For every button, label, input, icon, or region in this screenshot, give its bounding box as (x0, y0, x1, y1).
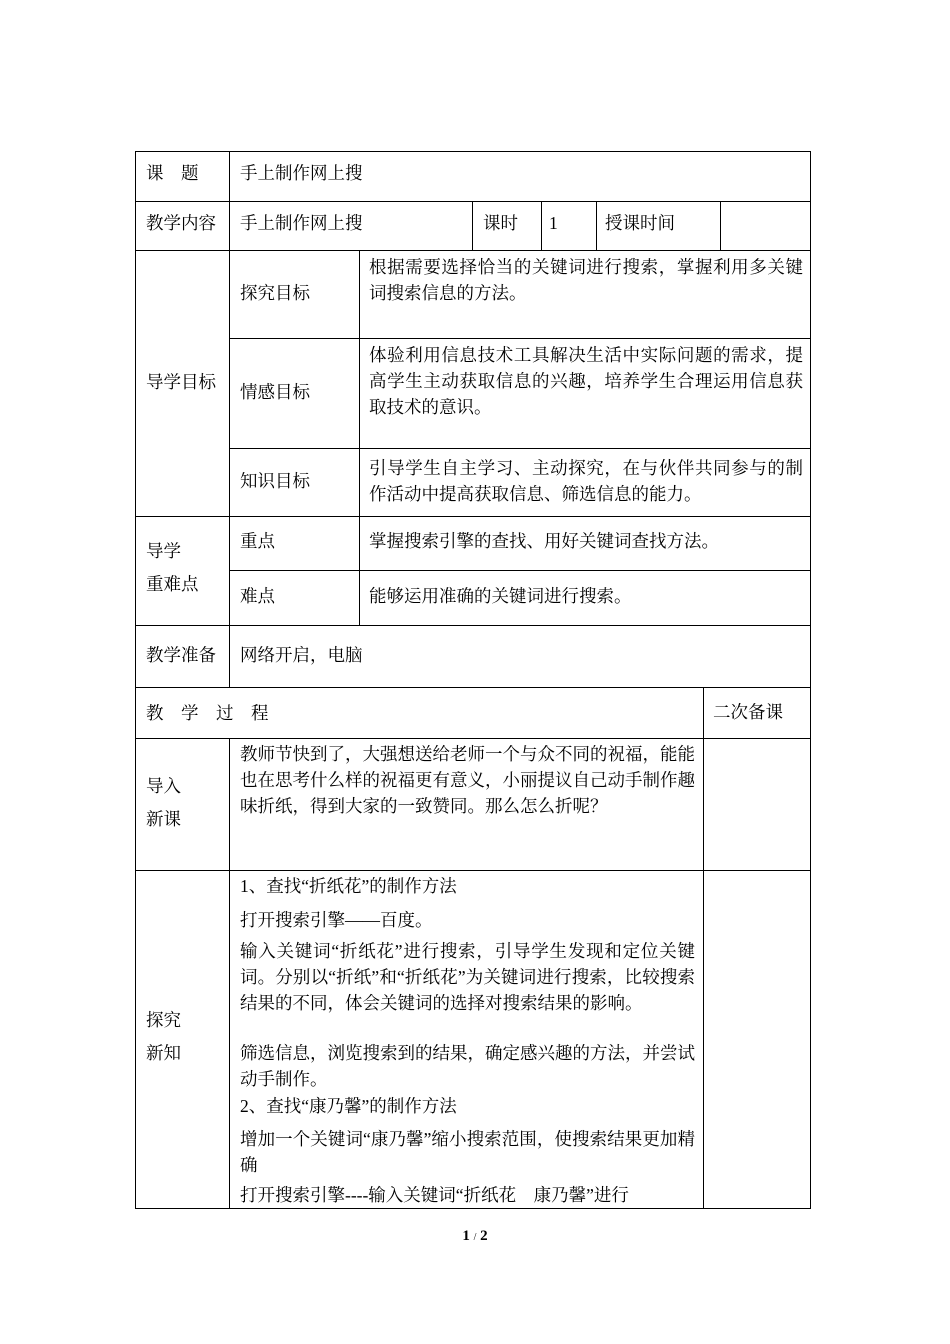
page-current: 1 (462, 1228, 470, 1244)
page-separator: / (473, 1232, 477, 1243)
table-border-right (810, 151, 811, 1209)
row-divider (135, 516, 811, 517)
hard-point-label: 难点 (240, 586, 275, 606)
intro-label-line1: 导入 (146, 776, 181, 796)
row-divider (229, 338, 811, 339)
secondary-prep-label: 二次备课 (713, 702, 783, 722)
topic-label: 课 题 (146, 163, 199, 183)
process-header-label: 教 学 过 程 (146, 703, 269, 723)
key-point-label: 重点 (240, 531, 275, 551)
col-divider (703, 687, 704, 1209)
row-divider (135, 201, 811, 202)
page-number (0, 1228, 950, 1245)
explore-paragraph: 2、查找“康乃馨”的制作方法 (240, 1096, 457, 1116)
period-label: 课时 (483, 213, 518, 233)
content-value: 手上制作网上搜 (240, 213, 363, 233)
explore-label-line1: 探究 (146, 1010, 181, 1030)
col-divider (541, 201, 542, 251)
goal-text-emotion: 体验利用信息技术工具解决生活中实际问题的需求，提高学生主动获取信息的兴趣，培养学生合理运用信息获取技术的意识。 (369, 345, 803, 417)
table-border-left (135, 151, 136, 1209)
prep-value: 网络开启，电脑 (240, 645, 363, 665)
hard-point-text: 能够运用准确的关键词进行搜索。 (369, 586, 632, 606)
col-divider (229, 151, 230, 688)
period-value: 1 (549, 213, 558, 233)
explore-paragraph: 增加一个关键词“康乃馨”缩小搜索范围，使搜索结果更加精确 (240, 1129, 695, 1175)
goal-text-explore: 根据需要选择恰当的关键词进行搜索，掌握利用多关键词搜索信息的方法。 (369, 257, 803, 303)
explore-paragraph: 打开搜索引擎——百度。 (240, 910, 433, 930)
col-divider (472, 201, 473, 251)
prep-label: 教学准备 (146, 645, 216, 665)
difficulty-label-line1: 导学 (146, 541, 181, 561)
explore-paragraph: 1、查找“折纸花”的制作方法 (240, 876, 457, 896)
topic-value: 手上制作网上搜 (240, 163, 363, 183)
page-total: 2 (480, 1228, 488, 1244)
table-border-top (135, 151, 811, 152)
explore-label-line2: 新知 (146, 1043, 181, 1063)
goal-name-emotion: 情感目标 (240, 382, 310, 402)
goal-name-explore: 探究目标 (240, 283, 310, 303)
goals-label: 导学目标 (146, 372, 216, 392)
row-divider (135, 250, 811, 251)
table-border-bottom (135, 1208, 811, 1209)
col-divider (229, 738, 230, 1209)
row-divider (229, 448, 811, 449)
row-divider (135, 870, 811, 871)
row-divider (135, 625, 811, 626)
row-divider (135, 738, 811, 739)
explore-paragraph: 输入关键词“折纸花”进行搜索，引导学生发现和定位关键词。分别以“折纸”和“折纸花”为关键词进行搜索，比较搜索结果的不同，体会关键词的选择对搜索结果的影响。 (240, 941, 695, 1013)
row-divider (135, 687, 811, 688)
col-divider (720, 201, 721, 251)
difficulty-label-line2: 重难点 (146, 574, 199, 594)
row-divider (229, 570, 811, 571)
explore-paragraph: 筛选信息，浏览搜索到的结果，确定感兴趣的方法，并尝试动手制作。 (240, 1043, 695, 1089)
intro-text: 教师节快到了，大强想送给老师一个与众不同的祝福，能能也在思考什么样的祝福更有意义，小丽提议自己动手制作趣味折纸，得到大家的一致赞同。那么怎么折呢？ (240, 744, 695, 816)
goal-text-knowledge: 引导学生自主学习、主动探究，在与伙伴共同参与的制作活动中提高获取信息、筛选信息的能力。 (369, 458, 803, 504)
time-label: 授课时间 (605, 213, 675, 233)
goal-name-knowledge: 知识目标 (240, 471, 310, 491)
intro-label-line2: 新课 (146, 809, 181, 829)
col-divider (359, 250, 360, 626)
explore-paragraph: 打开搜索引擎----输入关键词“折纸花 康乃馨”进行 (240, 1185, 629, 1205)
col-divider (596, 201, 597, 251)
content-label: 教学内容 (146, 213, 216, 233)
key-point-text: 掌握搜索引擎的查找、用好关键词查找方法。 (369, 531, 719, 551)
